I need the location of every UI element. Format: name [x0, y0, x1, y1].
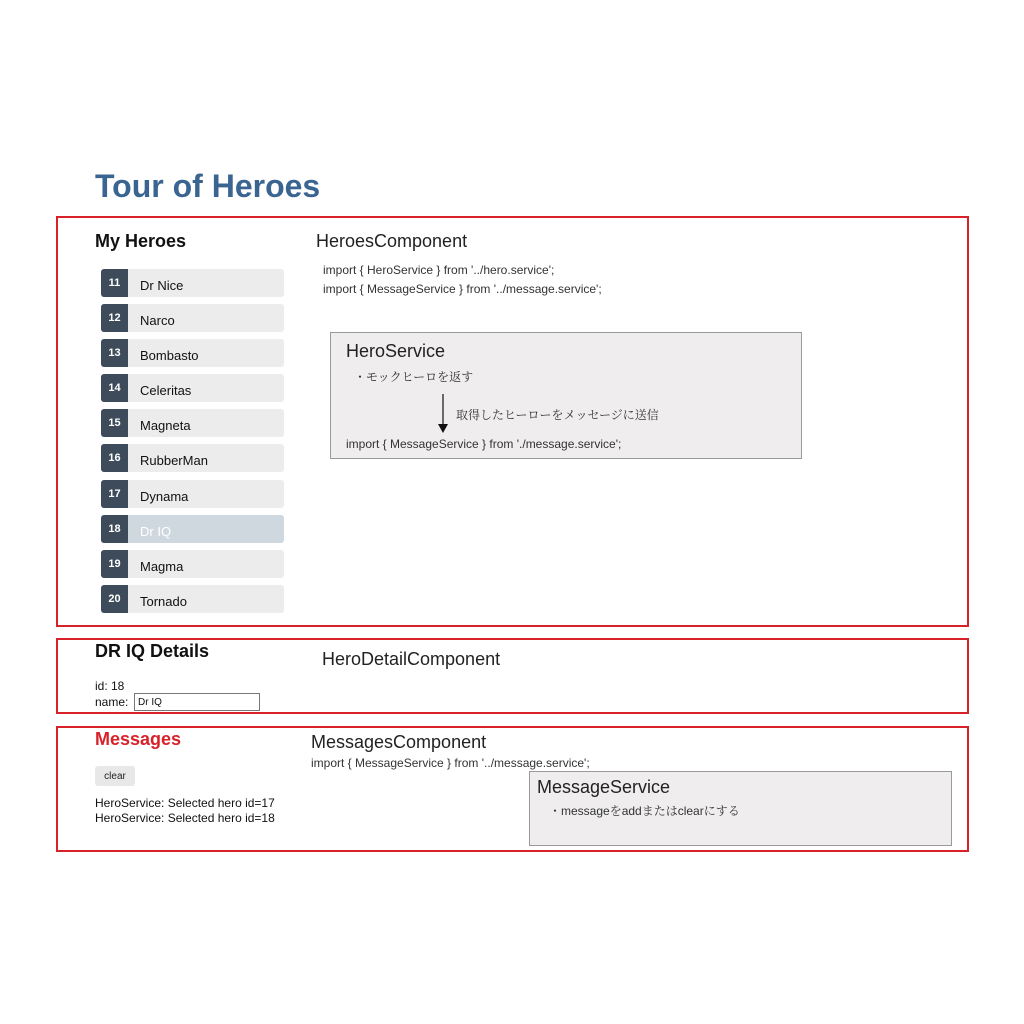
message-line: HeroService: Selected hero id=17 — [95, 796, 275, 810]
hero-id-badge: 12 — [101, 304, 128, 332]
message-service-import: import { MessageService } from '../message.service'; — [323, 282, 602, 296]
hero-id-badge: 11 — [101, 269, 128, 297]
down-arrow-icon — [436, 394, 450, 434]
hero-name: RubberMan — [140, 453, 208, 468]
messages-import-line: import { MessageService } from '../message.service'; — [311, 756, 590, 770]
hero-list-item[interactable] — [101, 550, 284, 578]
hero-list-item[interactable] — [101, 269, 284, 297]
hero-name: Tornado — [140, 594, 187, 609]
hero-list-item[interactable] — [101, 444, 284, 472]
hero-service-import: import { HeroService } from '../hero.service'; — [323, 263, 555, 277]
hero-id-badge: 16 — [101, 444, 128, 472]
hero-id-badge: 19 — [101, 550, 128, 578]
hero-id-badge: 17 — [101, 480, 128, 508]
hero-name-label: name: — [95, 695, 129, 709]
hero-service-bullet: ・モックヒーロを返す — [354, 370, 474, 384]
hero-name: Dr IQ — [140, 524, 172, 539]
message-service-title: MessageService — [537, 777, 671, 797]
hero-list-item[interactable] — [101, 339, 284, 367]
hero-service-title: HeroService — [346, 341, 446, 361]
hero-name: Celeritas — [140, 383, 192, 398]
hero-list-item[interactable] — [101, 304, 284, 332]
hero-detail-component-label: HeroDetailComponent — [322, 649, 501, 669]
hero-name: Dynama — [140, 489, 189, 504]
hero-list-item[interactable] — [101, 409, 284, 437]
message-line: HeroService: Selected hero id=18 — [95, 811, 275, 825]
detail-heading: DR IQ Details — [95, 641, 210, 661]
hero-name: Magma — [140, 559, 184, 574]
hero-name: Bombasto — [140, 348, 199, 363]
hero-name-input[interactable] — [134, 693, 260, 711]
app-title: Tour of Heroes — [95, 168, 321, 204]
arrow-label: 取得したヒーローをメッセージに送信 — [456, 408, 659, 422]
hero-list-item[interactable] — [101, 480, 284, 508]
clear-button[interactable]: clear — [95, 766, 135, 786]
hero-id-badge: 15 — [101, 409, 128, 437]
hero-name: Narco — [140, 313, 175, 328]
heroes-heading: My Heroes — [95, 231, 187, 251]
message-service-bullet: ・messageをaddまたはclearにする — [549, 804, 740, 818]
hero-name: Dr Nice — [140, 278, 184, 293]
messages-heading: Messages — [95, 729, 182, 749]
hero-id-badge: 14 — [101, 374, 128, 402]
hero-id-badge: 18 — [101, 515, 128, 543]
hero-id-label: id: 18 — [95, 679, 125, 693]
messages-component-label: MessagesComponent — [311, 732, 487, 752]
hero-name: Magneta — [140, 418, 191, 433]
hero-id-badge: 20 — [101, 585, 128, 613]
hero-id-badge: 13 — [101, 339, 128, 367]
hero-list-item[interactable] — [101, 374, 284, 402]
heroes-component-label: HeroesComponent — [316, 231, 468, 251]
hero-service-import-line: import { MessageService } from './message.service'; — [346, 437, 622, 451]
hero-list-item-selected[interactable] — [101, 515, 284, 543]
hero-list-item[interactable] — [101, 585, 284, 613]
